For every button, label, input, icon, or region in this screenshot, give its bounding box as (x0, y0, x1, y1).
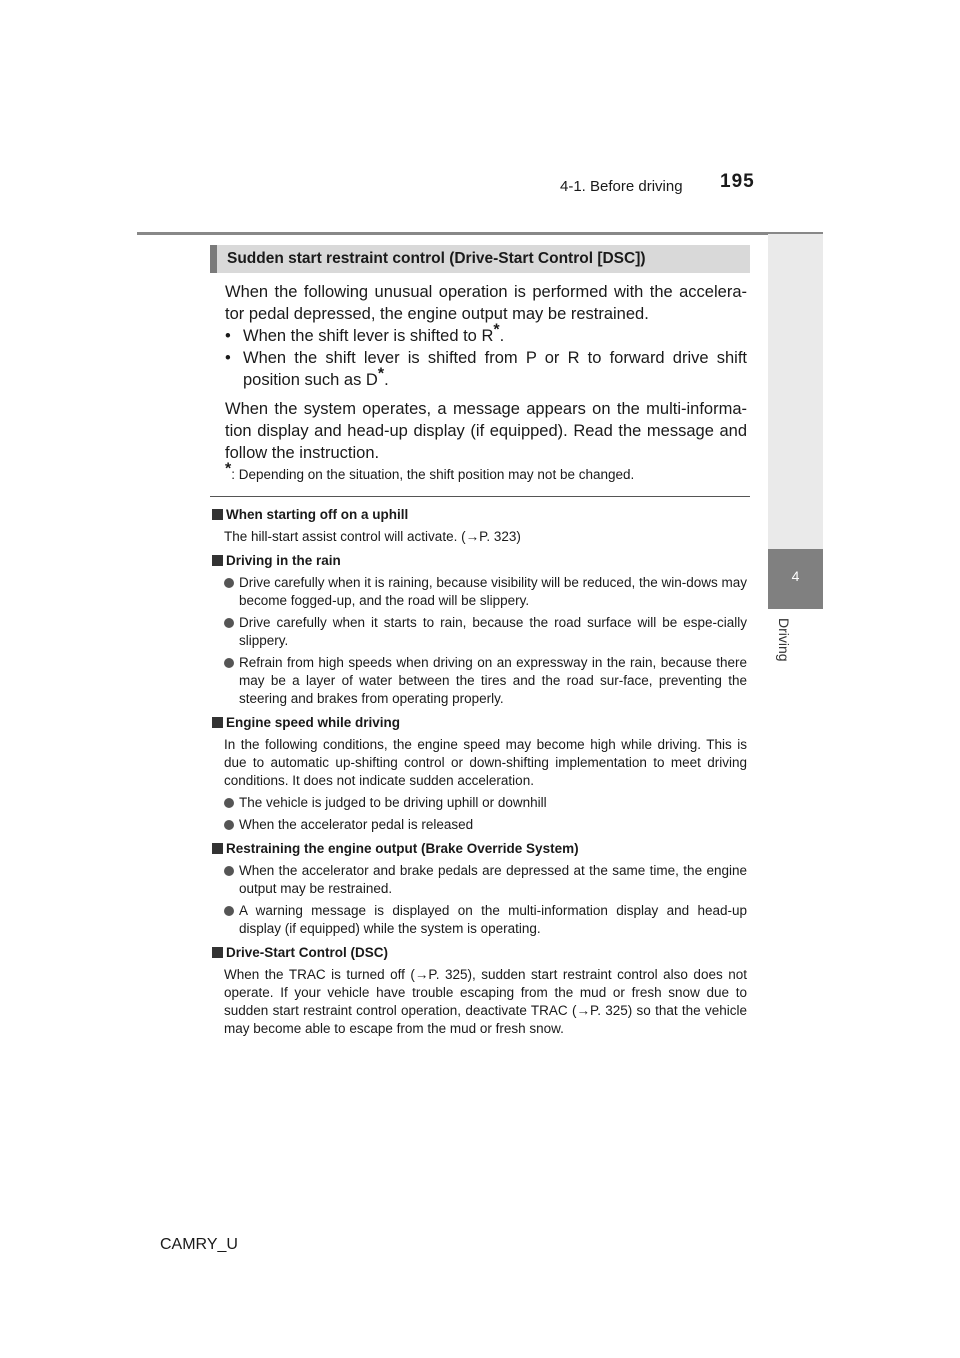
circle-bullet-icon (224, 798, 234, 808)
asterisk-mark: * (493, 321, 500, 339)
note-heading: Engine speed while driving (212, 714, 747, 732)
page-number: 195 (720, 171, 755, 192)
square-bullet-icon (212, 555, 223, 566)
bullet-marker: • (225, 349, 231, 367)
circle-bullet-icon (224, 906, 234, 916)
asterisk-mark: * (225, 460, 232, 478)
intro-text: When the following unusual operation is performed with the accelera-tor pedal depressed, the engine output may be restrained. (225, 283, 747, 323)
note-text: In the following conditions, the engine speed may become high while driving. This is due to automatic up-shifting control or down-shifting implementation to meet driving conditions. It does not indicate sudden acceleration. (224, 737, 747, 788)
circle-bullet-icon (224, 618, 234, 628)
footnote-text: : Depending on the situation, the shift position may not be changed. (231, 467, 635, 482)
note-bullet: The vehicle is judged to be driving uphill or downhill (212, 794, 747, 812)
note-bullet: A warning message is displayed on the multi-information display and head-up display (if equipped) while the system is operating. (212, 902, 747, 938)
section-box-title: Sudden start restraint control (Drive-Start Control [DSC]) (210, 245, 750, 273)
operation-text: When the system operates, a message appears on the multi-informa-tion display and head-up display (if equipped). Read the message and follow the instruction. (225, 400, 747, 462)
header-rule (137, 232, 823, 235)
note-text: The hill-start assist control will activate. (→P. 323) (224, 529, 521, 544)
main-content (225, 281, 747, 486)
bullet-suffix: . (384, 371, 389, 389)
bullet-text: When the shift lever is shifted from P or R to forward drive shift position such as D (243, 349, 747, 389)
divider (210, 496, 750, 497)
note-heading: Drive-Start Control (DSC) (212, 944, 747, 962)
bullet-text: When the shift lever is shifted to R (243, 327, 494, 345)
bullet-item (225, 347, 747, 391)
square-bullet-icon (212, 843, 223, 854)
note-bullet: Drive carefully when it is raining, because visibility will be reduced, the win-dows may become fogged-up, and the road will be slippery. (212, 574, 747, 610)
square-bullet-icon (212, 947, 223, 958)
asterisk-mark: * (377, 365, 385, 383)
chapter-label: Driving (776, 618, 792, 662)
footer-model-code: CAMRY_U (160, 1236, 238, 1253)
footnote (225, 460, 747, 486)
note-text: When the TRAC is turned off (→P. 325), sudden start restraint control also does not operate. If your vehicle have trouble escaping from the mud or fresh snow due to sudden start restraint control operation, deactivate TRAC (→P. 325) so that the vehicle may become able to escape from the mud or fresh snow. (224, 967, 747, 1036)
note-bullet: When the accelerator pedal is released (212, 816, 747, 834)
note-heading: Restraining the engine output (Brake Override System) (212, 840, 747, 858)
notes-section (212, 506, 747, 1038)
circle-bullet-icon (224, 820, 234, 830)
circle-bullet-icon (224, 578, 234, 588)
bullet-marker: • (225, 327, 231, 345)
note-bullet: Refrain from high speeds when driving on an expressway in the rain, because there may be a layer of water between the tires and the road sur-face, preventing the steering and brakes from operating properly. (212, 654, 747, 708)
square-bullet-icon (212, 717, 223, 728)
circle-bullet-icon (224, 866, 234, 876)
note-heading: When starting off on a uphill (212, 506, 747, 524)
note-bullet: When the accelerator and brake pedals are depressed at the same time, the engine output may be restrained. (212, 862, 747, 898)
bullet-item (225, 321, 747, 347)
bullet-suffix: . (499, 327, 505, 345)
square-bullet-icon (212, 509, 223, 520)
chapter-tab (768, 549, 823, 609)
side-strip (768, 234, 823, 549)
note-bullet: Drive carefully when it starts to rain, because the road surface will be espe-cially slippery. (212, 614, 747, 650)
circle-bullet-icon (224, 658, 234, 668)
section-title: 4-1. Before driving (560, 178, 683, 195)
chapter-number: 4 (791, 568, 800, 584)
note-heading: Driving in the rain (212, 552, 747, 570)
